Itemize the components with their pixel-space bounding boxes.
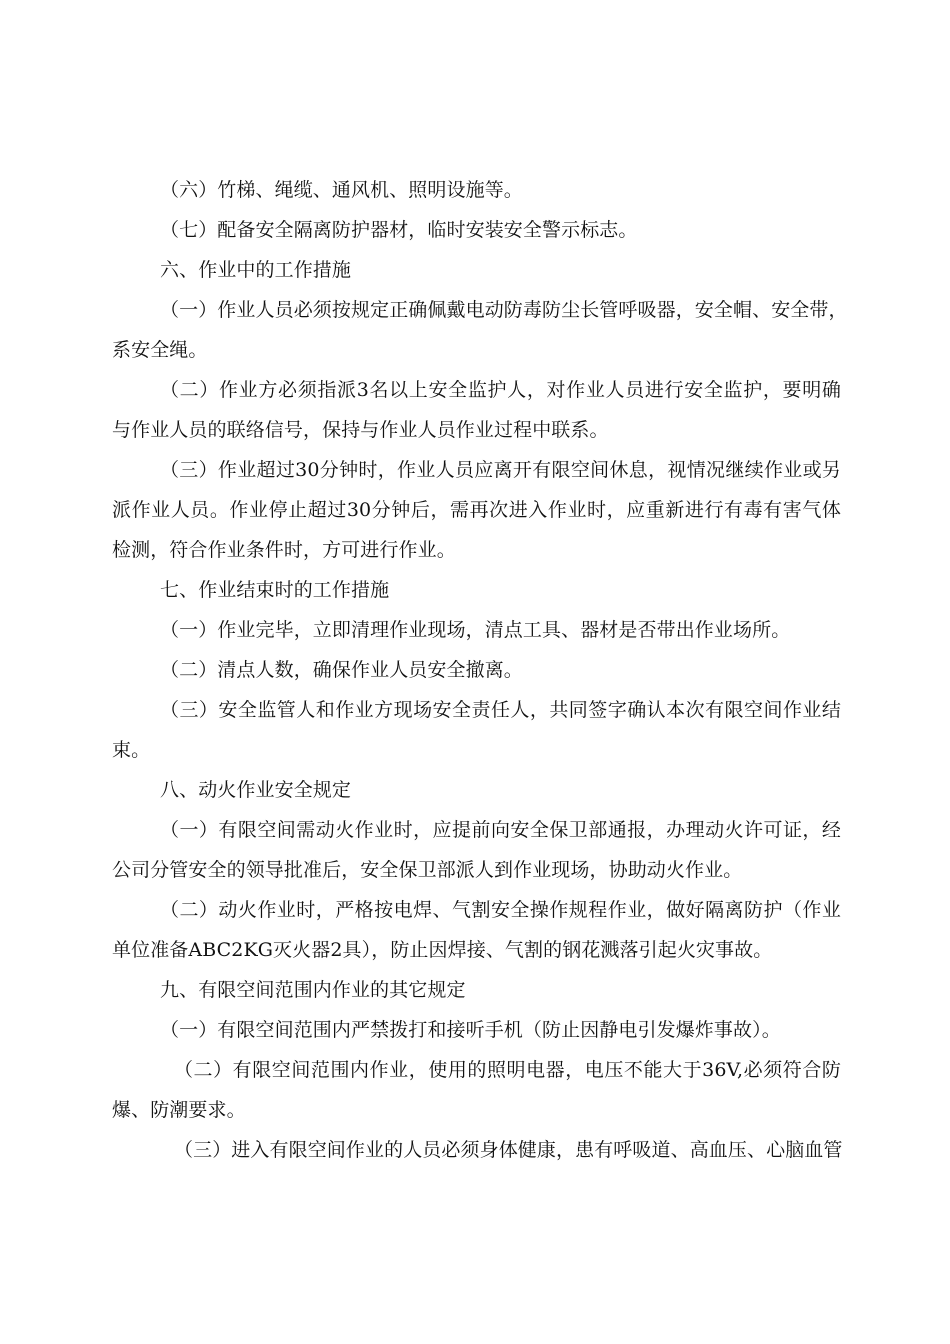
section-heading: 八、动火作业安全规定 [160,779,352,801]
text-line: （二）有限空间范围内作业，使用的照明电器，电压不能大于36V,必须符合防 [174,1059,841,1081]
section-heading: 九、有限空间范围内作业的其它规定 [160,979,466,1001]
text-line: 检测，符合作业条件时，方可进行作业。 [112,539,456,561]
text-line: （三）安全监管人和作业方现场安全责任人，共同签字确认本次有限空间作业结 [160,699,841,721]
text-line: （六）竹梯、绳缆、通风机、照明设施等。 [160,179,523,201]
text-line: 公司分管安全的领导批准后，安全保卫部派人到作业现场，协助动火作业。 [112,859,743,881]
text-line: （三）进入有限空间作业的人员必须身体健康，患有呼吸道、高血压、心脑血管 [174,1139,843,1161]
text-line: 派作业人员。作业停止超过30分钟后，需再次进入作业时，应重新进行有毒有害气体 [112,499,841,521]
text-line: （一）作业人员必须按规定正确佩戴电动防毒防尘长管呼吸器，安全帽、安全带， [160,299,848,321]
text-line: 束。 [112,739,151,761]
text-line: （一）有限空间需动火作业时，应提前向安全保卫部通报，办理动火许可证，经 [160,819,841,841]
text-line: （三）作业超过30分钟时，作业人员应离开有限空间休息，视情况继续作业或另 [160,459,841,481]
text-line: 系安全绳。 [112,339,208,361]
text-line: （一）有限空间范围内严禁拨打和接听手机（防止因静电引发爆炸事故）。 [160,1019,781,1041]
section-heading: 六、作业中的工作措施 [160,259,352,281]
text-line: 单位准备ABC2KG灭火器2具），防止因焊接、气割的钢花溅落引起火灾事故。 [112,939,773,961]
text-line: （二）清点人数，确保作业人员安全撤离。 [160,659,523,681]
text-line: 与作业人员的联络信号，保持与作业人员作业过程中联系。 [112,419,609,441]
text-line: 爆、防潮要求。 [112,1099,246,1121]
text-line: （二）作业方必须指派3名以上安全监护人，对作业人员进行安全监护，要明确 [160,379,841,401]
section-heading: 七、作业结束时的工作措施 [160,579,390,601]
text-line: （一）作业完毕，立即清理作业现场，清点工具、器材是否带出作业场所。 [160,619,791,641]
text-line: （二）动火作业时，严格按电焊、气割安全操作规程作业，做好隔离防护（作业 [160,899,841,921]
text-line: （七）配备安全隔离防护器材，临时安装安全警示标志。 [160,219,638,241]
